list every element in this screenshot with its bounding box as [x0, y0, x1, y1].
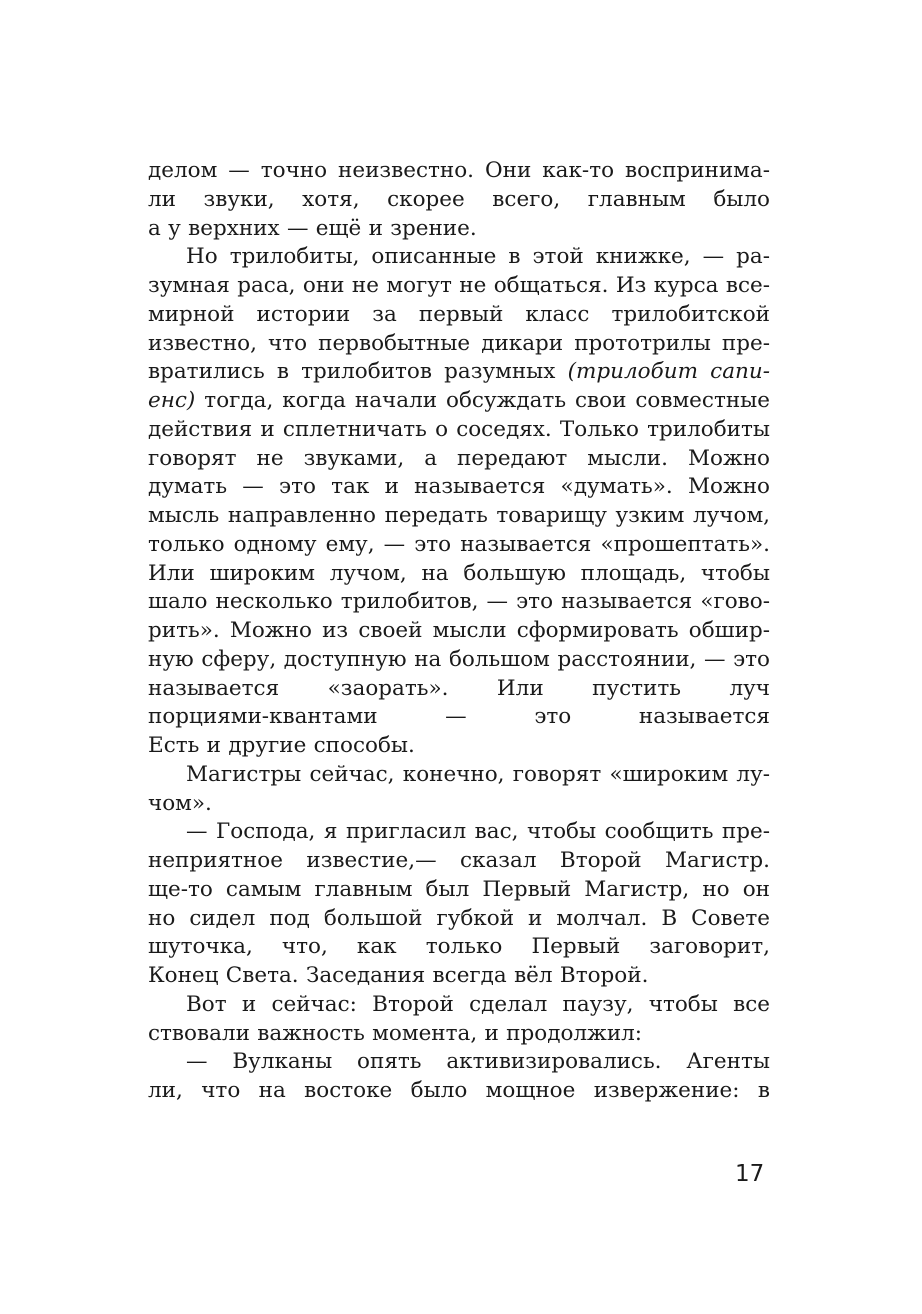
text-line: ще-то самым главным был Первый Магистр, но он: [148, 876, 770, 902]
text-line: только одному ему, — это называется «прошептать».: [148, 531, 770, 557]
text-line: Магистры сейчас, конечно, говорят «широким лу-: [186, 761, 770, 787]
text-line: Вот и сейчас: Второй сделал паузу, чтобы все: [186, 991, 770, 1017]
text-line: называется «заорать». Или пустить луч: [148, 675, 770, 701]
text-line: неприятное известие,— сказал Второй Магистр.: [148, 848, 770, 873]
text-line: но сидел под большой губкой и молчал. В Совете: [148, 905, 770, 931]
text-line: Но трилобиты, описанные в этой книжке, — ра-: [186, 244, 770, 270]
text-line: чом».: [148, 790, 212, 816]
text-line: вратились в трилобитов разумных (трилобит сапи-: [148, 359, 770, 385]
text-line: енс) тогда, когда начали обсуждать свои совместные: [148, 388, 770, 413]
book-page-text: [148, 157, 770, 1106]
text-line: ствовали важность момента, и продолжил:: [148, 1020, 643, 1046]
text-line: мирной истории за первый класс трилобитской: [148, 301, 770, 327]
text-line: шуточка, что, как только Первый заговорит,: [148, 934, 770, 960]
text-line: шало несколько трилобитов, — это называется «гово-: [148, 589, 770, 615]
text-line: — Вулканы опять активизировались. Агенты: [186, 1049, 770, 1075]
text-line: Или широким лучом, на большую площадь, чтобы: [148, 560, 770, 586]
text-line: делом — точно неизвестно. Они как-то воспринима-: [148, 158, 770, 183]
text-line: рить». Можно из своей мысли сформировать обшир-: [148, 618, 770, 643]
text-line: ли звуки, хотя, скорее всего, главным было: [148, 186, 770, 212]
text-line: — Господа, я пригласил вас, чтобы сообщить пре-: [186, 819, 770, 845]
text-line: Конец Света. Заседания всегда вёл Второй.: [148, 963, 649, 988]
text-line: мысль направленно передать товарищу узким лучом,: [148, 503, 770, 528]
italic-phrase: (трилобит сапи-: [567, 359, 770, 385]
italic-phrase: енс): [148, 388, 196, 413]
text-line: зумная раса, они не могут не общаться. Из курса все-: [148, 273, 770, 298]
text-line: известно, что первобытные дикари прототрилы пре-: [148, 330, 770, 356]
text-line: действия и сплетничать о соседях. Только трилобиты: [148, 416, 770, 442]
text-line: ли, что на востоке было мощное извержение: в: [148, 1078, 770, 1103]
page-number: 17: [735, 1161, 765, 1187]
text-line: порциями-квантами — это называется: [148, 704, 770, 730]
text-line: говорят не звуками, а передают мысли. Можно: [148, 445, 770, 471]
text-line: а у верхних — ещё и зрение.: [148, 215, 477, 241]
text-line: ную сферу, доступную на большом расстоянии, — это: [148, 646, 770, 672]
text-line: Есть и другие способы.: [148, 733, 415, 758]
text-line: думать — это так и называется «думать». Можно: [148, 474, 770, 500]
